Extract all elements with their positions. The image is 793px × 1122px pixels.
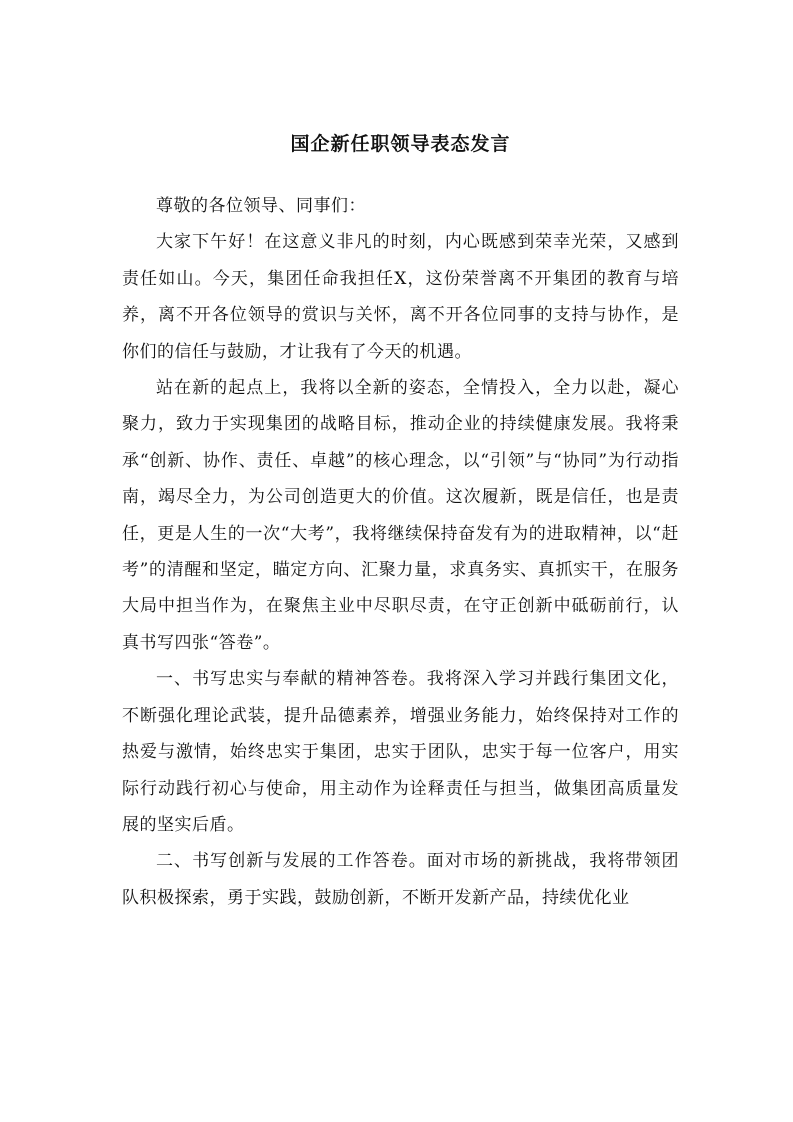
second-pledge-paragraph: 二、书写创新与发展的工作答卷。面对市场的新挑战，我将带领团队积极探索，勇于实践，鼓励创新，不断开发新产品，持续优化业 xyxy=(122,851,679,908)
greeting-paragraph: 大家下午好！在这意义非凡的时刻，内心既感到荣幸光荣，又感到责任如山。今天，集团任命我担任X，这份荣誉离不开集团的教育与培养，离不开各位领导的赏识与关怀，离不开各位同事的支持与协作，是你们的信任与鼓励，才让我有了今天的机遇。 xyxy=(122,232,679,362)
first-pledge-paragraph: 一、书写忠实与奉献的精神答卷。我将深入学习并践行集团文化，不断强化理论武装，提升品德素养，增强业务能力，始终保持对工作的热爱与激情，始终忠实于集团，忠实于团队，忠实于每一位客户，用实际行动践行初心与使命，用主动作为诠释责任与担当，做集团高质量发展的坚实后盾。 xyxy=(122,669,679,835)
document-title: 国企新任职领导表态发言 xyxy=(290,133,511,155)
salutation-paragraph: 尊敬的各位领导、同事们： xyxy=(156,196,366,216)
commitment-paragraph: 站在新的起点上，我将以全新的姿态，全情投入，全力以赴，凝心聚力，致力于实现集团的战略目标，推动企业的持续健康发展。我将秉承“创新、协作、责任、卓越”的核心理念，以“引领”与“协同”为行动指南，竭尽全力，为公司创造更大的价值。这次履新，既是信任，也是责任，更是人生的一次“大考”，我将继续保持奋发有为的进取精神，以“赶考”的清醒和坚定，瞄定方向、汇聚力量，求真务实、真抓实干，在服务大局中担当作为，在聚焦主业中尽职尽责，在守正创新中砥砺前行，认真书写四张“答卷”。 xyxy=(122,378,679,653)
document-body xyxy=(122,126,679,916)
